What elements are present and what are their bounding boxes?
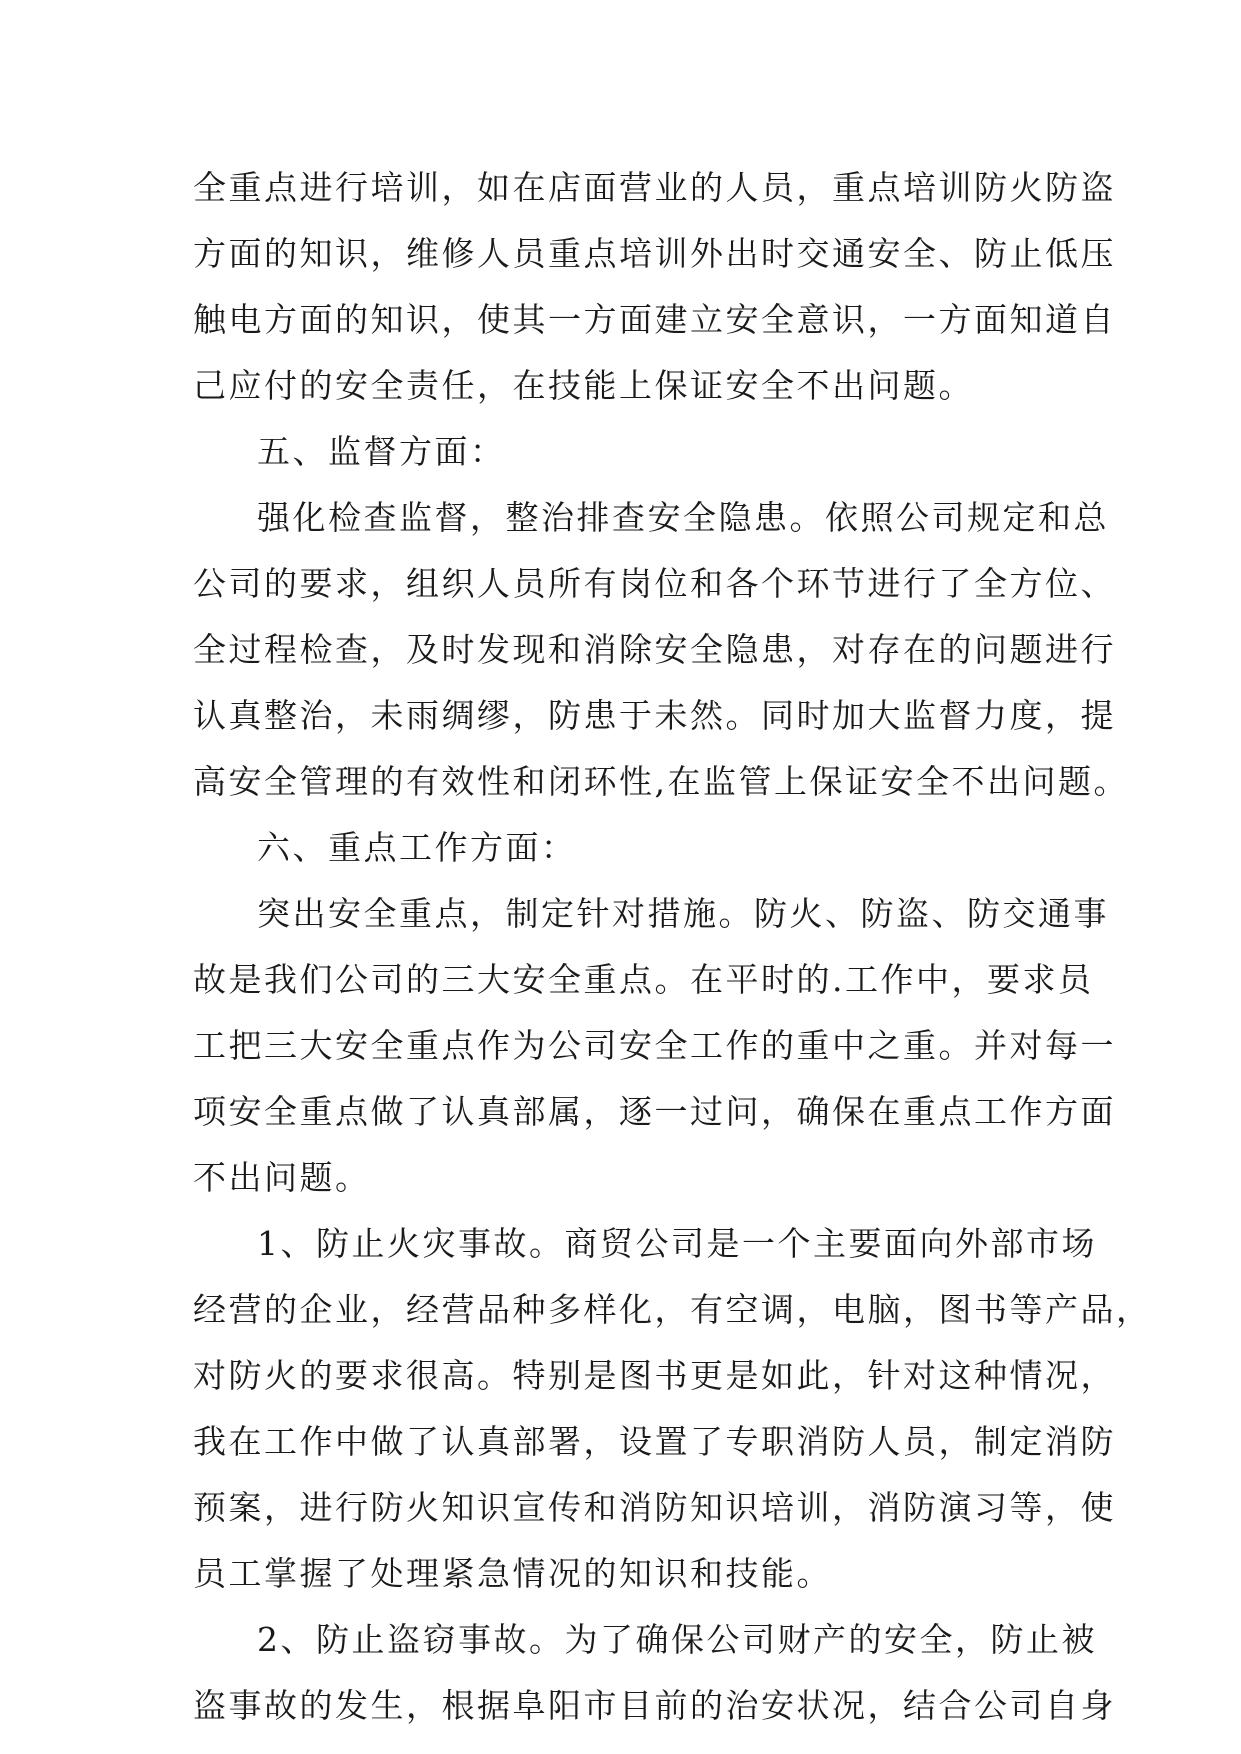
text-line: 强化检查监督，整治排查安全隐患。依照公司规定和总 [257, 498, 1109, 537]
text-line: 认真整治，未雨绸缪，防患于未然。同时加大监督力度，提 [193, 696, 1116, 735]
text-line: 全重点进行培训，如在店面营业的人员，重点培训防火防盗 [193, 168, 1116, 207]
text-line: 六、重点工作方面： [257, 828, 577, 867]
text-line: 1、防止火灾事故。商贸公司是一个主要面向外部市场 [257, 1224, 1097, 1263]
text-line: 我在工作中做了认真部署，设置了专职消防人员，制定消防 [193, 1422, 1116, 1461]
text-line: 高安全管理的有效性和闭环性,在监管上保证安全不出问题。 [193, 762, 1129, 801]
text-line: 突出安全重点，制定针对措施。防火、防盗、防交通事 [257, 894, 1109, 933]
document-body [193, 155, 1152, 1739]
text-line: 工把三大安全重点作为公司安全工作的重中之重。并对每一 [193, 1026, 1116, 1065]
text-line: 五、监督方面： [257, 432, 506, 471]
text-line: 对防火的要求很高。特别是图书更是如此，针对这种情况， [193, 1356, 1116, 1395]
text-line: 预案，进行防火知识宣传和消防知识培训，消防演习等，使 [193, 1488, 1116, 1527]
text-line: 不出问题。 [193, 1158, 371, 1197]
text-line: 经营的企业，经营品种多样化，有空调，电脑，图书等产品， [193, 1290, 1152, 1329]
text-line: 触电方面的知识，使其一方面建立安全意识，一方面知道自 [193, 300, 1116, 339]
text-line: 己应付的安全责任，在技能上保证安全不出问题。 [193, 366, 974, 405]
text-line: 全过程检查，及时发现和消除安全隐患，对存在的问题进行 [193, 630, 1116, 669]
text-line: 2、防止盗窃事故。为了确保公司财产的安全，防止被 [257, 1620, 1097, 1659]
text-line: 方面的知识，维修人员重点培训外出时交通安全、防止低压 [193, 234, 1116, 273]
text-line: 员工掌握了处理紧急情况的知识和技能。 [193, 1554, 832, 1593]
text-line: 项安全重点做了认真部属，逐一过问，确保在重点工作方面 [193, 1092, 1116, 1131]
text-line: 故是我们公司的三大安全重点。在平时的.工作中，要求员 [193, 960, 1094, 999]
text-line: 盗事故的发生，根据阜阳市目前的治安状况，结合公司自身 [193, 1686, 1116, 1725]
text-line: 公司的要求，组织人员所有岗位和各个环节进行了全方位、 [193, 564, 1116, 603]
